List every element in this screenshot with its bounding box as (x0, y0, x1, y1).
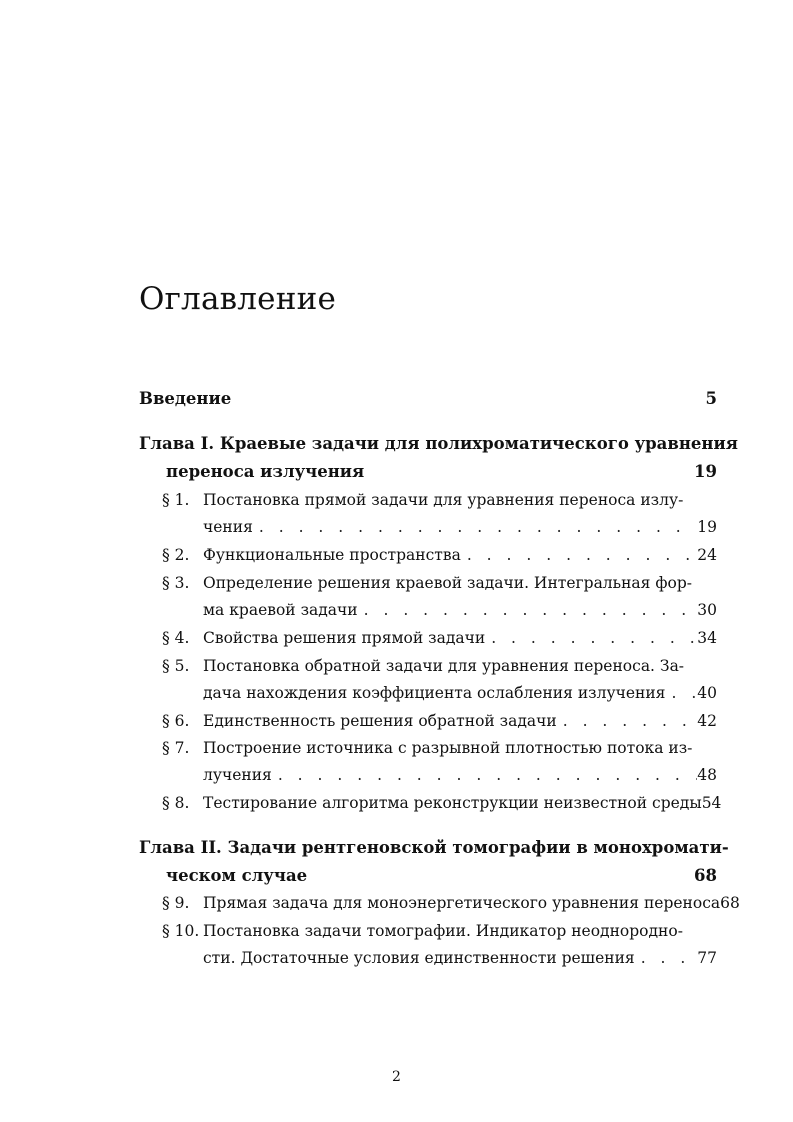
toc-section-6-num: § 6. (162, 712, 190, 730)
toc-section-9-title: Прямая задача для моноэнергетического уравнения переноса (203, 894, 721, 912)
toc-section-5-title-cont: дача нахождения коэффициента ослабления излучения (203, 684, 666, 702)
leader-dots (253, 517, 697, 537)
toc-section-6[interactable] (162, 711, 717, 731)
toc-section-3[interactable] (162, 573, 717, 593)
toc-section-7-title-cont: лучения (203, 766, 272, 784)
toc-chapter-1-title-line1: Глава I. Краевые задачи для полихроматического уравнения (139, 434, 738, 453)
toc-section-5-cont[interactable] (203, 683, 717, 703)
toc-section-3-num: § 3. (162, 574, 190, 592)
toc-section-1-title: Постановка прямой задачи для уравнения переноса излу- (203, 491, 684, 509)
toc-section-10-title: Постановка задачи томографии. Индикатор неоднородно- (203, 922, 683, 940)
toc-section-4-num: § 4. (162, 629, 190, 647)
toc-chapter-2-title-line1: Глава II. Задачи рентгеновской томографии в монохромати- (139, 838, 729, 857)
leader-dots (461, 545, 697, 565)
toc-section-7[interactable] (162, 738, 717, 758)
toc-section-1-num: § 1. (162, 491, 190, 509)
toc-section-3-title: Определение решения краевой задачи. Интегральная фор- (203, 574, 692, 592)
toc-section-4-title: Свойства решения прямой задачи (203, 629, 486, 647)
toc-section-9[interactable] (162, 893, 740, 913)
leader-dots (485, 628, 697, 648)
toc-chapter-1-heading[interactable] (139, 434, 738, 454)
toc-chapter-1-page: 19 (694, 462, 717, 481)
toc-section-6-page: 42 (697, 712, 717, 730)
toc-section-8[interactable] (162, 793, 722, 813)
toc-section-1-cont[interactable] (203, 517, 717, 537)
toc-section-5[interactable] (162, 656, 717, 676)
toc-chapter-2-heading-cont[interactable] (166, 866, 717, 886)
toc-section-1-page: 19 (697, 518, 717, 536)
page-number: 2 (392, 1069, 401, 1085)
toc-section-7-cont[interactable] (203, 765, 717, 785)
toc-section-8-page: 54 (701, 794, 722, 812)
leader-dots (272, 765, 697, 785)
toc-section-10[interactable] (162, 921, 717, 941)
leader-dots (635, 948, 698, 968)
toc-section-2-num: § 2. (162, 546, 190, 564)
toc-section-3-cont[interactable] (203, 600, 717, 620)
leader-dots (557, 711, 698, 731)
toc-chapter-2-title-line2: ческом случае (166, 866, 308, 885)
toc-section-7-num: § 7. (162, 739, 190, 757)
toc-section-3-title-cont: ма краевой задачи (203, 601, 358, 619)
toc-section-1[interactable] (162, 490, 717, 510)
toc-section-5-num: § 5. (162, 657, 190, 675)
toc-section-10-num: § 10. (162, 922, 200, 940)
leader-dots (665, 683, 697, 703)
toc-section-8-title: Тестирование алгоритма реконструкции неизвестной среды (203, 794, 702, 812)
toc-chapter-1-heading-cont[interactable] (166, 462, 717, 482)
toc-intro-entry[interactable] (139, 389, 717, 409)
toc-chapter-2-heading[interactable] (139, 838, 729, 858)
toc-section-7-page: 48 (697, 766, 717, 784)
toc-section-5-page: 40 (697, 684, 717, 702)
toc-section-6-title: Единственность решения обратной задачи (203, 712, 557, 730)
toc-section-4-page: 34 (697, 629, 717, 647)
toc-intro-page: 5 (705, 389, 717, 408)
page-title: Оглавление (139, 281, 336, 317)
toc-section-9-num: § 9. (162, 894, 190, 912)
toc-section-2-page: 24 (697, 546, 717, 564)
toc-section-3-page: 30 (697, 601, 717, 619)
toc-section-10-title-cont: сти. Достаточные условия единственности решения (203, 949, 635, 967)
toc-chapter-1-title-line2: переноса излучения (166, 462, 365, 481)
toc-section-7-title: Построение источника с разрывной плотностью потока из- (203, 739, 693, 757)
toc-section-5-title: Постановка обратной задачи для уравнения переноса. За- (203, 657, 685, 675)
toc-section-1-title-cont: чения (203, 518, 253, 536)
toc-section-10-cont[interactable] (203, 948, 717, 968)
leader-dots (358, 600, 698, 620)
toc-chapter-2-page: 68 (694, 866, 717, 885)
toc-section-8-num: § 8. (162, 794, 190, 812)
toc-section-4[interactable] (162, 628, 717, 648)
toc-intro-label: Введение (139, 389, 232, 408)
toc-section-10-page: 77 (697, 949, 717, 967)
toc-section-2[interactable] (162, 545, 717, 565)
toc-section-9-page: 68 (720, 894, 740, 912)
toc-section-2-title: Функциональные пространства (203, 546, 461, 564)
